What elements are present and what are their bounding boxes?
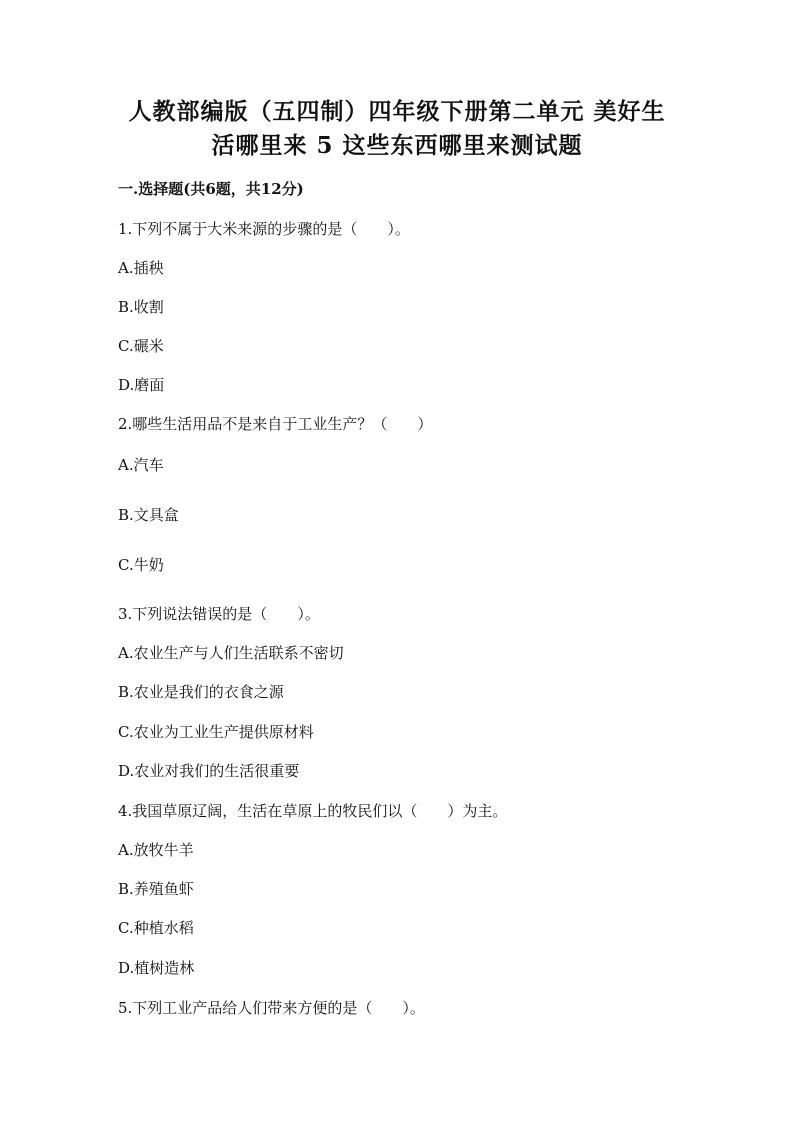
question-3-option-c: C.农业为工业生产提供原材料 <box>118 723 314 741</box>
question-3-stem: 3.下列说法错误的是（ ）。 <box>118 605 320 623</box>
question-2-option-a: A.汽车 <box>118 456 164 474</box>
question-2-option-b: B.文具盒 <box>118 506 179 524</box>
question-1-option-b: B.收割 <box>118 298 164 316</box>
document-title-line-2: 活哪里来 5 这些东西哪里来测试题 <box>211 132 583 159</box>
question-1-option-c: C.碾米 <box>118 337 164 355</box>
question-1-option-a: A.插秧 <box>118 259 164 277</box>
document-title-line-1: 人教部编版（五四制）四年级下册第二单元 美好生 <box>128 98 666 125</box>
question-3-option-b: B.农业是我们的衣食之源 <box>118 683 284 701</box>
question-1-stem: 1.下列不属于大米来源的步骤的是（ ）。 <box>118 220 410 238</box>
section-heading-multiple-choice: 一.选择题(共6题，共12分) <box>118 180 304 198</box>
question-4-option-a: A.放牧牛羊 <box>118 841 194 859</box>
question-2-option-c: C.牛奶 <box>118 556 164 574</box>
question-3-option-a: A.农业生产与人们生活联系不密切 <box>118 644 344 662</box>
question-4-option-d: D.植树造林 <box>118 959 195 977</box>
question-3-option-d: D.农业对我们的生活很重要 <box>118 762 300 780</box>
question-2-stem: 2.哪些生活用品不是来自于工业生产？（ ） <box>118 415 433 433</box>
question-4-stem: 4.我国草原辽阔，生活在草原上的牧民们以（ ）为主。 <box>118 802 508 820</box>
question-4-option-b: B.养殖鱼虾 <box>118 880 194 898</box>
question-4-option-c: C.种植水稻 <box>118 919 194 937</box>
question-1-option-d: D.磨面 <box>118 376 165 394</box>
question-5-stem: 5.下列工业产品给人们带来方便的是（ ）。 <box>118 999 425 1017</box>
